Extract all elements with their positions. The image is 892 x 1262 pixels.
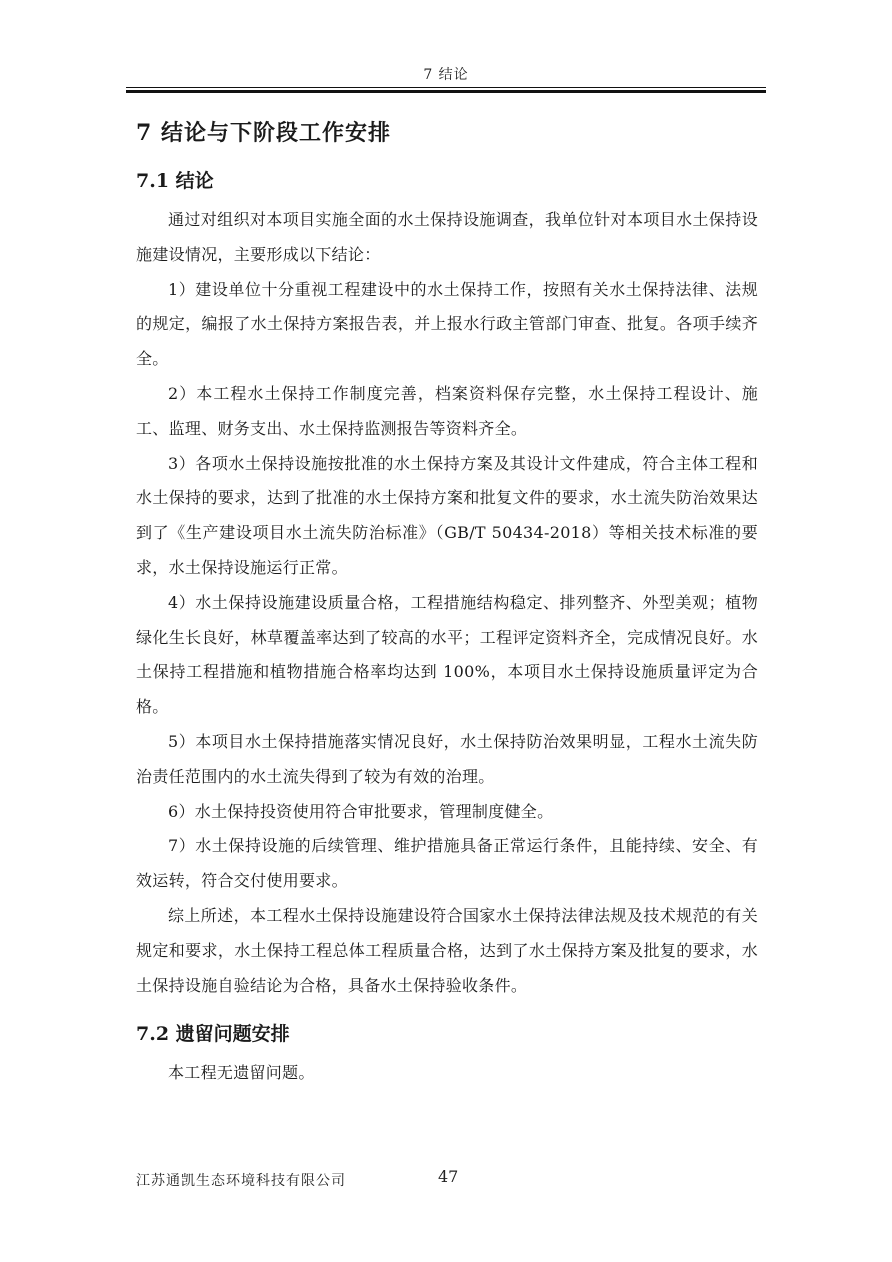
paragraph-intro: 通过对组织对本项目实施全面的水土保持设施调查，我单位针对本项目水土保持设施建设情况，主要形成以下结论： (136, 210, 758, 264)
paragraph-conclusion-3: 3）各项水土保持设施按批准的水土保持方案及其设计文件建成，符合主体工程和水土保持的要求，达到了批准的水土保持方案和批复文件的要求，水土流失防治效果达到了《生产建设项目水土流失防治标准》（GB/T 50434-2018）等相关技术标准的要求，水土保持设施运行正常。 (136, 453, 758, 577)
paragraph-conclusion-7: 7）水土保持设施的后续管理、维护措施具备正常运行条件，且能持续、安全、有效运转，符合交付使用要求。 (136, 836, 758, 891)
footer-company: 江苏通凯生态环境科技有限公司 (136, 1173, 346, 1189)
paragraph-conclusion-1: 1）建设单位十分重视工程建设中的水土保持工作，按照有关水土保持法律、法规的规定，编报了水土保持方案报告表，并上报水行政主管部门审查、批复。各项手续齐全。 (136, 279, 758, 369)
section-7-2-title: 7.2 遗留问题安排 (136, 1023, 290, 1045)
section-7-1-title: 7.1 结论 (136, 170, 214, 192)
paragraph-conclusion-4: 4）水土保持设施建设质量合格，工程措施结构稳定、排列整齐、外型美观；植物绿化生长良好，林草覆盖率达到了较高的水平；工程评定资料齐全，完成情况良好。水土保持工程措施和植物措施合格率均达到 100%，本项目水土保持设施质量评定为合格。 (136, 592, 758, 717)
paragraph-conclusion-2: 2）本工程水土保持工作制度完善，档案资料保存完整，水土保持工程设计、施工、监理、财务支出、水土保持监测报告等资料齐全。 (136, 383, 758, 438)
paragraph-conclusion-5: 5）本项目水土保持措施落实情况良好，水土保持防治效果明显，工程水土流失防治责任范围内的水土流失得到了较为有效的治理。 (136, 731, 758, 786)
header-rule-thick (126, 90, 766, 93)
page-number: 47 (438, 1167, 459, 1186)
header-rule-thin (126, 87, 766, 88)
paragraph-conclusion-6: 6）水土保持投资使用符合审批要求，管理制度健全。 (168, 801, 554, 821)
paragraph-remaining-issues: 本工程无遗留问题。 (168, 1063, 315, 1082)
chapter-title: 7 结论与下阶段工作安排 (136, 120, 391, 146)
section-7-2-body (136, 1056, 758, 1091)
paragraph-summary: 综上所述，本工程水土保持设施建设符合国家水土保持法律法规及技术规范的有关规定和要求，水土保持工程总体工程质量合格，达到了水土保持方案及批复的要求，水土保持设施自验结论为合格，具备水土保持验收条件。 (136, 905, 758, 995)
section-7-1-body (136, 203, 758, 1003)
running-header: 7 结论 (423, 67, 469, 83)
